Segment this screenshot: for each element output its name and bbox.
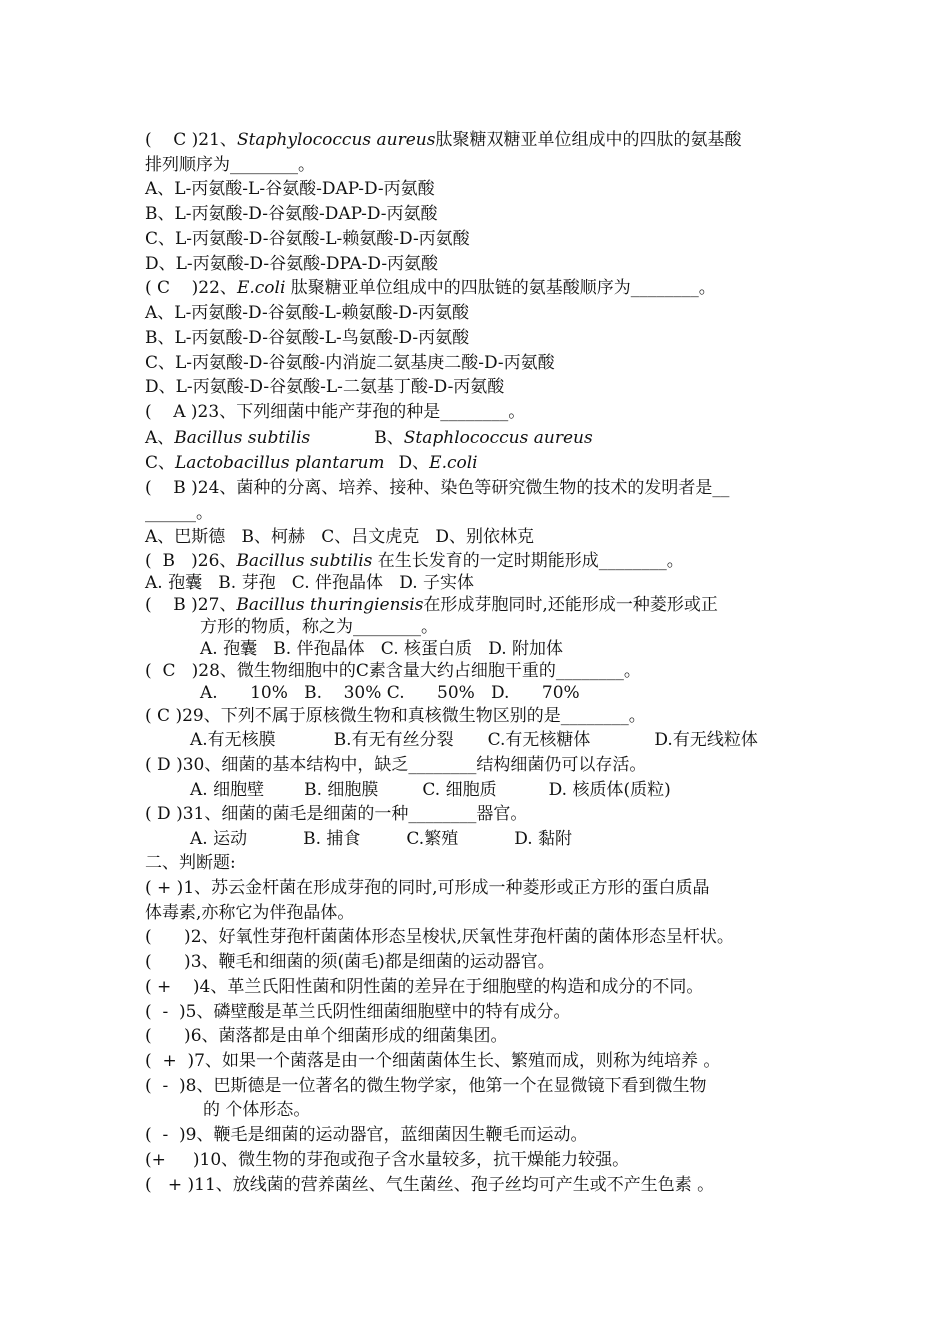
option-c: C.繁殖 xyxy=(406,829,459,849)
option-a: A. 细胞壁 xyxy=(190,780,265,800)
option-c: C.有无核糖体 xyxy=(487,730,591,750)
judgment-item: ( + )11、放线菌的营养菌丝、气生菌丝、孢子丝均可产生或不产生色素 。 xyxy=(145,1175,715,1195)
question-22-option-d: D、L-丙氨酸-D-谷氨酸-L-二氨基丁酸-D-丙氨酸 xyxy=(145,377,505,397)
question-27-stem: ( B )27、Bacillus thuringiensis在形成芽胞同时,还能形成一种菱形或正 xyxy=(145,595,718,615)
question-23-stem: ( A )23、下列细菌中能产芽孢的种是________。 xyxy=(145,402,526,422)
judgment-item: ( )3、鞭毛和细菌的须(菌毛)都是细菌的运动器官。 xyxy=(145,952,555,972)
question-26-stem: ( B )26、Bacillus subtilis 在生长发育的一定时期能形成________。 xyxy=(145,551,684,571)
option-a: A.有无核膜 xyxy=(190,730,276,750)
option-d: D. 核质体(质粒) xyxy=(548,780,671,800)
question-27-options: A. 孢囊 B. 伴孢晶体 C. 核蛋白质 D. 附加体 xyxy=(200,639,564,659)
question-28-options: A. 10% B. 30% C. 50% D. 70% xyxy=(200,683,580,703)
question-22-option-c: C、L-丙氨酸-D-谷氨酸-内消旋二氨基庚二酸-D-丙氨酸 xyxy=(145,353,555,373)
section-heading: 二、判断题: xyxy=(145,853,236,873)
judgment-item: ( + )4、革兰氏阳性菌和阴性菌的差异在于细胞壁的构造和成分的不同。 xyxy=(145,977,704,997)
judgment-item: ( )6、菌落都是由单个细菌形成的细菌集团。 xyxy=(145,1026,508,1046)
judgment-item: ( - )9、鞭毛是细菌的运动器官，蓝细菌因生鞭毛而运动。 xyxy=(145,1125,588,1145)
judgment-item: (+ )10、微生物的芽孢或孢子含水量较多，抗干燥能力较强。 xyxy=(145,1150,630,1170)
question-22-option-b: B、L-丙氨酸-D-谷氨酸-L-鸟氨酸-D-丙氨酸 xyxy=(145,328,470,348)
question-21-option-a: A、L-丙氨酸-L-谷氨酸-DAP-D-丙氨酸 xyxy=(145,179,435,199)
question-23-options-cd: C、Lactobacillus plantarum D、E.coli xyxy=(145,453,478,473)
judgment-item: ( - )8、巴斯德是一位著名的微生物学家，他第一个在显微镜下看到微生物 xyxy=(145,1076,707,1096)
option-b: B. 细胞膜 xyxy=(304,780,379,800)
question-21-stem: ( C )21、Staphylococcus aureus肽聚糖双糖亚单位组成中的四肽的氨基酸 xyxy=(145,130,742,150)
question-31-stem: ( D )31、细菌的菌毛是细菌的一种________器官。 xyxy=(145,804,528,824)
judgment-item-cont: 体毒素,亦称它为伴孢晶体。 xyxy=(145,903,355,923)
question-30-stem: ( D )30、细菌的基本结构中，缺乏________结构细菌仍可以存活。 xyxy=(145,755,647,775)
question-28-stem: ( C )28、微生物细胞中的C素含量大约占细胞干重的________。 xyxy=(145,661,641,681)
question-21-option-d: D、L-丙氨酸-D-谷氨酸-DPA-D-丙氨酸 xyxy=(145,254,439,274)
question-21-stem-cont: 排列顺序为________。 xyxy=(145,155,315,175)
option-b: B. 捕食 xyxy=(303,829,361,849)
option-d: D. 黏附 xyxy=(514,829,573,849)
option-a: A. 运动 xyxy=(190,829,248,849)
option-b: B.有无有丝分裂 xyxy=(333,730,454,750)
question-22-stem: ( C )22、E.coli 肽聚糖亚单位组成中的四肽链的氨基酸顺序为________。 xyxy=(145,278,716,298)
question-21-option-c: C、L-丙氨酸-D-谷氨酸-L-赖氨酸-D-丙氨酸 xyxy=(145,229,470,249)
option-d: D.有无线粒体 xyxy=(654,730,758,750)
judgment-item: ( + )7、如果一个菌落是由一个细菌菌体生长、繁殖而成，则称为纯培养 。 xyxy=(145,1051,721,1071)
question-29-stem: ( C )29、下列不属于原核微生物和真核微生物区别的是________。 xyxy=(145,706,646,726)
judgment-item-cont: 的 个体形态。 xyxy=(203,1100,311,1120)
judgment-item: ( - )5、磷壁酸是革兰氏阴性细菌细胞壁中的特有成分。 xyxy=(145,1002,571,1022)
question-22-option-a: A、L-丙氨酸-D-谷氨酸-L-赖氨酸-D-丙氨酸 xyxy=(145,303,469,323)
option-c: C. 细胞质 xyxy=(422,780,497,800)
question-24-stem-cont: ______。 xyxy=(145,503,213,523)
judgment-item: ( + )1、苏云金杆菌在形成芽孢的同时,可形成一种菱形或正方形的蛋白质晶 xyxy=(145,878,710,898)
question-31-options xyxy=(190,827,860,851)
judgment-item: ( )2、好氧性芽孢杆菌菌体形态呈梭状,厌氧性芽孢杆菌的菌体形态呈杆状。 xyxy=(145,927,734,947)
question-29-options xyxy=(190,728,860,752)
question-24-options: A、巴斯德 B、柯赫 C、吕文虎克 D、别依林克 xyxy=(145,527,535,547)
question-27-stem-cont: 方形的物质，称之为________。 xyxy=(200,617,438,637)
question-24-stem: ( B )24、菌种的分离、培养、接种、染色等研究微生物的技术的发明者是__ xyxy=(145,478,730,498)
question-26-options: A. 孢囊 B. 芽孢 C. 伴孢晶体 D. 子实体 xyxy=(145,573,475,593)
question-30-options xyxy=(190,778,860,802)
question-23-options-ab: A、Bacillus subtilis B、Staphlococcus aureus xyxy=(145,428,593,448)
question-21-option-b: B、L-丙氨酸-D-谷氨酸-DAP-D-丙氨酸 xyxy=(145,204,438,224)
